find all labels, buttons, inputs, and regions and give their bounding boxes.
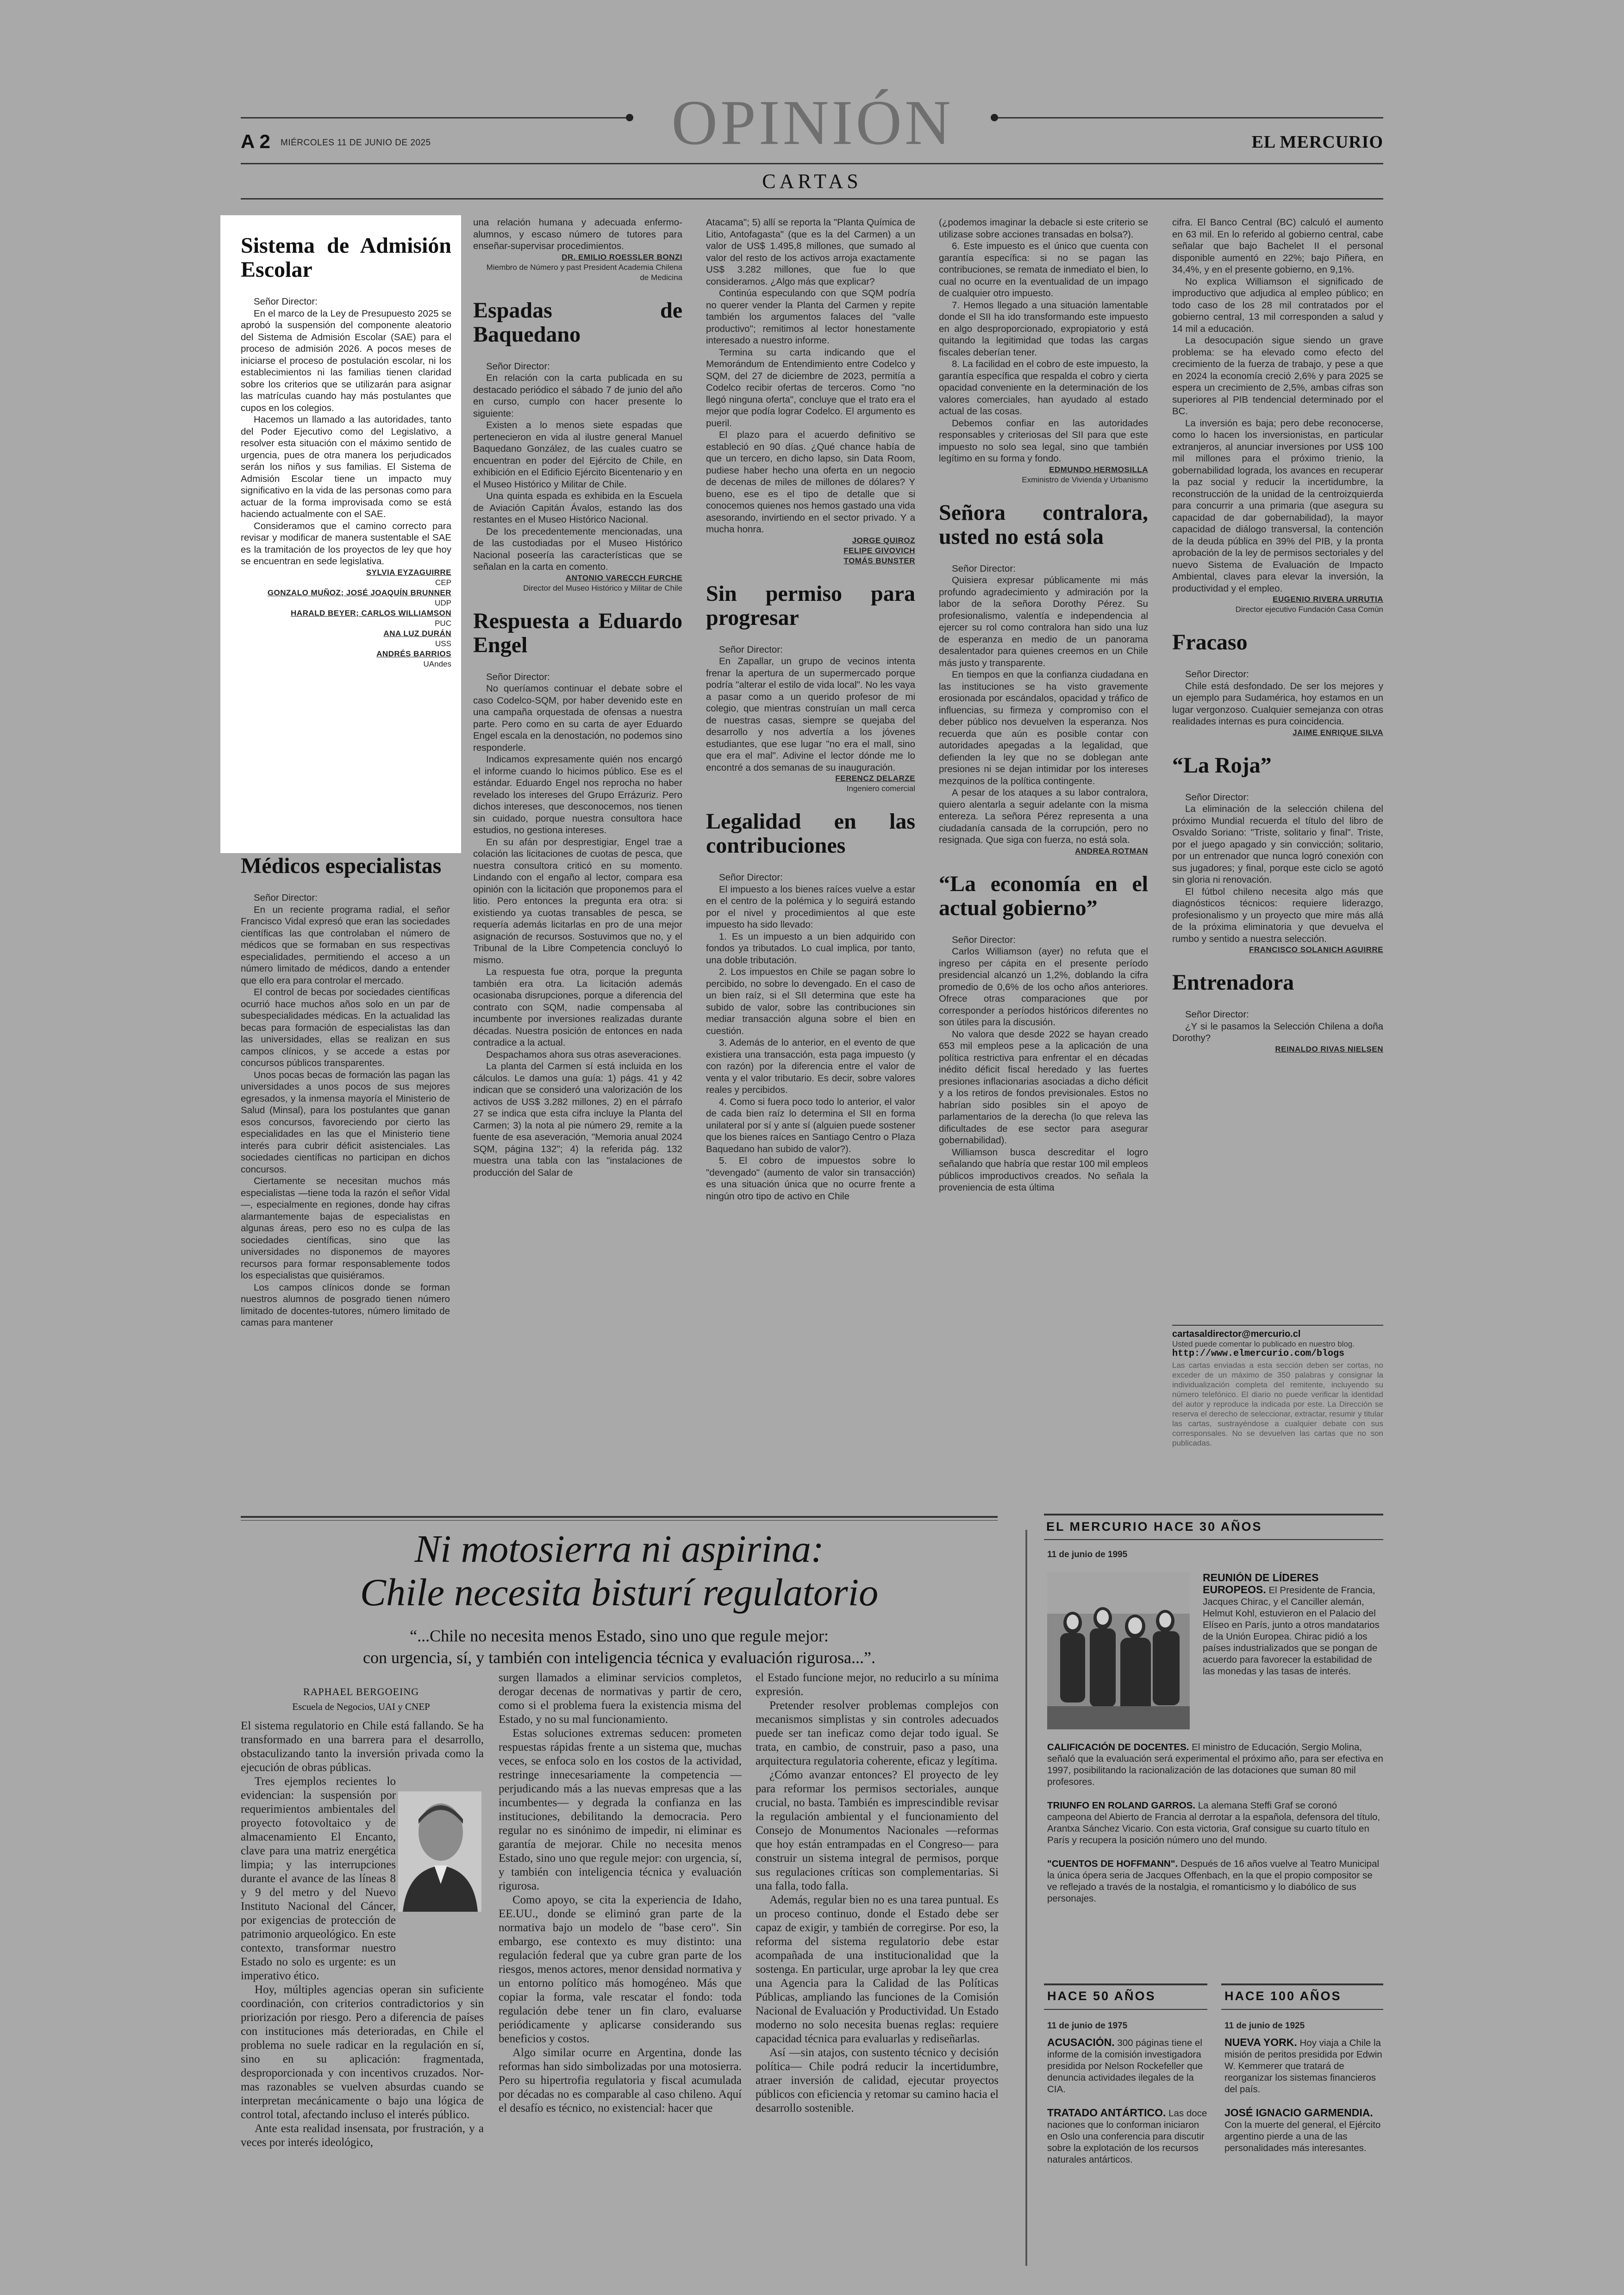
history-item-text: Con la muerte del general, el Ejército argentino pierde a una de las personalidades más interesantes. [1224, 2120, 1381, 2153]
history-30-items [1047, 1741, 1383, 1973]
letter-paragraph: En su afán por desprestigiar, Engel trae a colación las licitaciones de cuotas de pesca, que nuestra consultora criticó en su momento. Lindando con el engaño al lector, compara esa opinión con la licitación que proponemos para el litio. Pero entonces la pregunta era otra: si existiendo ya cuotas transables de pesca, se requería además licitarlas en pro de una mejor asignación de recursos. Sostuvimos que no, y el Tribunal de la Libre Competencia concluyó lo mismo. [473, 836, 682, 966]
column-2 [473, 217, 682, 1528]
history-50-date: 11 de junio de 1975 [1047, 2021, 1128, 2031]
contact-rule [1172, 1325, 1383, 1326]
column-text-3 [756, 1671, 999, 2264]
letter-paragraph: ¿Y si le pasamos la Selección Chilena a doña Dorothy? [1172, 1021, 1383, 1043]
letter-signature: ANDREA ROTMAN [1075, 846, 1148, 855]
letter-paragraph: A pesar de los ataques a su labor contralora, quiero alentarla a seguir adelante con la misma entereza. La señora Pérez representa a una ciudadanía cansada de la corrupción, pero no resignada. Que siga con fuerza, no está sola. [939, 787, 1148, 845]
history-item-title: ACUSACIÓN. [1047, 2037, 1115, 2048]
history-30-title: EL MERCURIO HACE 30 AÑOS [1046, 1520, 1262, 1534]
letter-paragraph: La inversión es baja; pero debe reconocerse, como lo hacen los inversionistas, en particular extranjeros, al anunciar inversiones por US$ 100 mil millones para el próximo trienio, la gobernabilidad lograda, los avances en recuperar la paz social y reducir la incertidumbre, la reconstrucción de la unidad de la centroizquierda para concurrir a una primaria (que asegura su capacidad de dar gobernabilidad), la mayor capacidad de diálogo transversal, la contención de la deuda pública en 39% del PIB, y la pronta aprobación de la ley de permisos sectoriales y del nuevo Sistema de Evaluación de Impacto Ambiental, claves para elevar la inversión, la productividad y el empleo. [1172, 418, 1383, 594]
history-lead-title: REUNIÓN DE LÍDERES EUROPEOS. [1203, 1572, 1319, 1596]
oped-top-rule [241, 1516, 998, 1518]
letter-paragraph: 5. El cobro de impuestos sobre lo "devengado" (aumento de valor sin transacción) es una situación única que no ocurre frente a ningún otro tipo de activo en Chile [706, 1155, 915, 1202]
letter-salute: Señor Director: [486, 671, 550, 682]
letter-paragraph: El control de becas por sociedades científicas ocurrió hace muchos años solo en un par de subespecialidades médicas. En la actualidad las becas para formación de especialistas las dan las universidades, ellas se realizan en sus campos clínicos, y se accede a estas por concursos públicos transparentes. [241, 987, 450, 1068]
letter-paragraph: En Zapallar, un grupo de vecinos intenta frenar la apertura de un supermercado porque podría "alterar el estilo de vida local". No les vaya a pasar como a un querido profesor de mi colegio, que mientras construían un mall cerca de nuestras casas, siempre se quejaba del desarrollo y nos advertía a los jóvenes estudiantes, que ese lugar "no era el mall, sino que era el mal". Adivine el lector dónde me lo encontré a dos semanas de su inauguración. [706, 656, 915, 773]
letter-paragraph: cifra. El Banco Central (BC) calculó el aumento en 63 mil. En lo referido al gobierno central, cabe señalar que bajo Bachelet II el personal disponible aumentó en 22%; bajo Piñera, en 34,4%, y en el presente gobierno, en 9,1%. [1172, 217, 1383, 275]
history-100-date: 11 de junio de 1925 [1224, 2021, 1305, 2031]
history-item-title: JOSÉ IGNACIO GARMENDIA. [1224, 2107, 1373, 2119]
column-deck-line1: “...Chile no necesita menos Estado, sino uno que regule mejor: [410, 1627, 829, 1645]
letter-affiliation: Miembro de Número y past President Academia Chilena de Medicina [486, 262, 682, 282]
letter-paragraph: Existen a lo menos siete espadas que pertenecieron en vida al ilustre general Manuel Baquedano González, de las cuales cuatro se encuentran en poder del Ejército de Chile, en exhibición en el Edificio Ejército Bicentenario y en el Museo Histórico y Militar de Chile. [473, 420, 682, 490]
history-100-items [1224, 2037, 1383, 2268]
letter-paragraph: Atacama"; 5) allí se reporta la "Planta Química de Litio, Antofagasta" (que es la del Carmen) a un valor de US$ 1.495,8 millones, que sumado al valor del resto de los activos arroja exactamente US$ 3.282 millones, que fue lo que consideramos. ¿Algo más que explicar? [706, 217, 915, 287]
letter-paragraph: Ciertamente se necesitan muchos más especialistas —tiene toda la razón el señor Vidal—, especialmente en regiones, donde hay cifras alarmantemente bajas de especialistas en algunas áreas, pero eso no es culpa de las sociedades científicas, sino que las universidades no disponemos de mayores recursos para formar responsablemente todos los especialistas que quisiéramos. [241, 1176, 450, 1281]
letter-salute: Señor Director: [254, 296, 318, 307]
cartas-top-rule [241, 163, 1383, 164]
column-deck-line2: con urgencia, sí, y también con inteligencia técnica y evaluación rigurosa...”. [363, 1648, 875, 1667]
history-item-title: NUEVA YORK. [1224, 2037, 1297, 2048]
column-5 [1172, 217, 1383, 1281]
history-50-items [1047, 2037, 1207, 2268]
history-100-rule [1221, 2009, 1383, 2010]
letter-paragraph: Carlos Williamson (ayer) no refuta que el ingreso per cápita en el presente período presidencial alcanzó un 1,2%, doblando la cifra promedio de 0,6% de los ocho años anteriores. Ofrece otras comparaciones que por corresponder a períodos históricos diferentes no son útiles para la discusión. [939, 946, 1148, 1028]
letter-signature: ANTONIO VARECCH FURCHE [565, 573, 682, 582]
letter-title: Sistema de Admisión Escolar [241, 234, 451, 282]
column-paragraph: Tres ejemplos recientes lo evidencian: la suspensión por requerimientos ambientales del proyecto fotovoltaico y de almacenamiento El Encanto, clave para una matriz energética limpia; y las interrupciones durante el avance de las líneas 8 y 9 del metro y del Nuevo Instituto Nacional del Cáncer, por exigencias de protección de patrimonio arqueológico. En este contexto, transformar nuestro Estado no solo es urgente: es un imperativo ético. [241, 1775, 396, 1982]
letter-paragraph: Termina su carta indicando que el Memorándum de Entendimiento entre Codelco y SQM, del 27 de diciembre de 2023, permitía a Codelco recibir ofertas de terceros. Como "no llegó ninguna oferta", concluye que el trato era el mejor que podía lograr Codelco. El argumento es pueril. [706, 347, 915, 429]
letter-title: Respuesta a Eduardo Engel [473, 608, 682, 657]
letter-paragraph: Quisiera expresar públicamente mi más profundo agradecimiento y admiración por la labor de la señora Dorothy Pérez. Su profesionalismo, valentía e independencia al ejercer su rol como contralora han sido una luz de esperanza en medio de un panorama desalentador para quienes creemos en un Chile más justo y transparente. [939, 575, 1148, 668]
letter-paragraph: Los campos clínicos donde se forman nuestros alumnos de posgrado tienen número limitado de docentes-tutores, número limitado de camas para mantener [241, 1282, 450, 1328]
letter-paragraph: Hacemos un llamado a las autoridades, tanto del Poder Ejecutivo como del Legislativo, a resolver esta situación con el máximo sentido de urgencia, pues de otra manera los perjudicados serán los niños y sus familias. El Sistema de Admisión Escolar tiene un impacto muy significativo en la vida de las personas como para actuar de la forma improvisada como se está haciendo actualmente con el SAE. [241, 414, 451, 519]
letter-paragraph: En el marco de la Ley de Presupuesto 2025 se aprobó la suspensión del componente aleatorio del Sistema de Admisión Escolar (SAE) para el proceso de admisión 2026. A pocos meses de iniciarse el proceso de postulación escolar, ni los establecimientos ni las familias tienen claridad sobre los criterios que se utilizarán para asignar las matrículas cuando hay más postulantes que cupos en los colegios. [241, 308, 451, 413]
letter-title: Fracaso [1172, 630, 1248, 655]
letter-paragraph: En un reciente programa radial, el señor Francisco Vidal expresó que eran las sociedades científicas las que controlaban el número de médicos que se formaban en sus respectivas especialidades, permitiendo el acceso a un número limitado de médicos, dando a entender que ello era para controlar el mercado. [241, 904, 450, 986]
history-item-title: TRIUNFO EN ROLAND GARROS. [1047, 1800, 1196, 1811]
letter-paragraph: En relación con la carta publicada en su destacado periódico el sábado 7 de junio del año en curso, cumplo con hacer presente lo siguiente: [473, 373, 682, 419]
letter-affiliation: Director ejecutivo Fundación Casa Común [1235, 605, 1383, 614]
letter-salute: Señor Director: [719, 872, 783, 883]
masthead-rule-left [241, 117, 630, 118]
column-author: RAPHAEL BERGOEING [303, 1686, 419, 1697]
letter-paragraph: No valora que desde 2022 se hayan creado 653 mil empleos pese a la aplicación de una política restrictiva para enfrentar el en décadas inédito déficit fiscal heredado y las fuertes presiones inflacionarias asociadas a dicho déficit y a los retiros de fondos previsionales. Estos no habrían sido posibles sin el apoyo de parlamentarios de la derecha (lo que releva las dificultades de ese sector para asegurar gobernabilidad). [939, 1029, 1148, 1146]
history-photo [1047, 1572, 1190, 1729]
letter-title: Sin permiso para progresar [706, 581, 915, 630]
rule-dot-right [991, 114, 998, 121]
column-paragraph: Estas soluciones extremas seducen: prometen respuestas rápidas frente a un sistema que, muchas veces, se enfoca solo en los costos de la actividad, restringe innecesariamente la competencia —perjudicando más a las nuevas empresas que a las incumbentes— y degrada la confianza en las instituciones, debilitando la democracia. Pero regular no es sinónimo de impedir, ni eliminar es garantía de mejorar. Chile no necesita menos Estado, sino uno que regule mejor: con urgencia, sí, y también con inteligencia técnica y evaluación rigurosa. [499, 1727, 742, 1892]
letter-paragraph: No queríamos continuar el debate sobre el caso Codelco-SQM, por haber devenido este en una campaña orquestada de ofensas a nuestra parte. Pero como en su carta de ayer Eduardo Engel escala en la denostación, no podemos sino responderle. [473, 683, 682, 753]
letter-affiliation: Ingeniero comercial [846, 784, 915, 793]
letter-paragraph: Continúa especulando con que SQM podría no querer vender la Planta del Carmen y repite también los argumentos falaces del "valle productivo"; remitimos al lector honestamente interesado a nuestro informe. [706, 288, 915, 346]
contact-blog-link[interactable]: http://www.elmercurio.com/blogs [1172, 1348, 1345, 1359]
page-number: A 2 [241, 131, 270, 152]
history-item-text: Después de 16 años vuelve al Teatro Municipal la única ópera seria de Jacques Offenbach, en la que el propio compositor se ve reflejado a través de la nostalgia, el romanticismo y lo diabólico de sus personajes. [1047, 1858, 1380, 1904]
letter-paragraph: una relación humana y adecuada enfermo-alumnos, y escaso número de tutores para enseñar-supervisar procedimientos. [473, 217, 682, 251]
column-paragraph: Pretender resolver problemas complejos con mecanismos simplistas y sin controles adecuados puede ser tan ineficaz como dejar todo igual. Se trata, en cambio, de construir, paso a paso, una arquitectura regulatoria coherente, eficaz y legítima. [756, 1699, 999, 1767]
history-divider [1025, 1530, 1027, 2266]
history-lead-text: El Presidente de Francia, Jacques Chirac, y el Canciller alemán, Helmut Kohl, estuvieron en el Palacio del Elíseo en París, junto a otros mandatarios de la Unión Europea. Chirac pidió a los países industrializados que se pongan de acuerdo para favorecer la estabilidad de las monedas y las tasas de interés. [1203, 1585, 1380, 1677]
history-item-text: La alemana Steffi Graf se coronó campeona del Abierto de Francia al derrotar a la española, defensora del título, Arantxa Sánchez Vicario. Con esta victoria, Graf consigue su cuarto título en París y recupera la posición número uno del mundo. [1047, 1800, 1380, 1846]
history-item-text: Las doce naciones que lo conforman iniciaron en Oslo una conferencia para discutir sobre la explotación de los recursos naturales antárticos. [1047, 2108, 1207, 2165]
letter-affiliation: Director del Museo Histórico y Militar de Chile [523, 583, 682, 592]
letter-paragraph: De los precedentemente mencionadas, una de las custodiadas por el Museo Histórico Nacional poseería las características que se señalan en la carta en comento. [473, 526, 682, 572]
letter-paragraph: Williamson busca descreditar el logro señalando que habría que restar 100 mil empleos públicos improductivos creados. No señala la proveniencia de esta última [939, 1147, 1148, 1193]
letter-sistema-admision [241, 234, 451, 845]
letter-paragraph: 3. Además de lo anterior, en el evento de que existiera una transacción, esta paga impuesto (y con razón) por la diferencia entre el valor de venta y el valor tributario. Es decir, sobre valores reales y percibidos. [706, 1037, 915, 1095]
column-text-1 [241, 1719, 484, 2263]
history-30-rule [1044, 1539, 1383, 1540]
letter-paragraph: 7. Hemos llegado a una situación lamentable donde el SII ha ido transformando este impuesto en algo desproporcionado, expropiatorio y está quitando la legitimidad que todas las cargas fiscales deberían tener. [939, 299, 1148, 358]
newspaper-name: EL MERCURIO [1251, 132, 1383, 152]
letter-paragraph: El plazo para el acuerdo definitivo se estableció en 90 días. ¿Qué chance había de que un tercero, en dicho lapso, sin Data Room, pudiese haber hecho una oferta en un negocio de decenas de miles de millones de dólares? Y bueno, ese es el tipo de detalle que si conocemos quienes nos hemos gastado una vida asesorando, invirtiendo en el sector privado. Y a mucha honra. [706, 430, 915, 535]
letter-paragraph: El impuesto a los bienes raíces vuelve a estar en el centro de la polémica y lo seguirá estando por el nivel y procedimientos al que este impuesto ha sido llevado: [706, 884, 915, 930]
letter-title: Entrenadora [1172, 970, 1294, 995]
letter-signature: ANA LUZ DURÁN [383, 629, 451, 638]
rule-dot-left [626, 114, 633, 121]
column-author-affiliation: Escuela de Negocios, UAI y CNEP [292, 1701, 430, 1712]
letter-paragraph: La planta del Carmen sí está incluida en los cálculos. Le damos una guía: 1) págs. 41 y 42 indican que se consideró una valorización de los activos de US$ 3.282 millones, 2) en el párrafo 27 se indica que esta cifra incluye la Planta del Carmen; 3) la nota al pie número 29, remite a la fuente de esa aseveración, "Memoria anual 2024 SQM, página 132"; 4) la referida pág. 132 muestra una tabla con las "instalaciones de producción del Salar de [473, 1061, 682, 1178]
letter-affiliation: Exministro de Vivienda y Urbanismo [1022, 475, 1148, 484]
letter-salute: Señor Director: [1185, 792, 1249, 803]
letter-salute: Señor Director: [1185, 669, 1249, 680]
oped-top-rule-thin [241, 1520, 998, 1521]
letter-affiliation: UAndes [423, 659, 451, 668]
letter-title: Médicos especialistas [241, 854, 442, 878]
letter-paragraph: 6. Este impuesto es el único que cuenta con garantía específica: si no se pagan las contribuciones, se remata de inmediato el bien, lo cual no ocurre en la eventualidad de un impago de cualquier otro impuesto. [939, 241, 1148, 299]
history-item-text: El ministro de Educación, Sergio Molina, señaló que la evaluación será experimental el próximo año, para ser efectiva en 1997, posibilitando la racionalización de las dotaciones que suman 80 mil profesores. [1047, 1742, 1383, 1787]
letter-paragraph: La respuesta fue otra, porque la pregunta también era otra. La licitación además ocasionaba disrupciones, porque a diferencia del contrato con SQM, nadie compensaba al incumbente por inversiones realizadas durante décadas. Nuestra posición de entonces en nada contradice a la actual. [473, 967, 682, 1048]
letter-signature: JORGE QUIROZ [852, 536, 915, 545]
column-3 [706, 217, 915, 1528]
letter-paragraph: En tiempos en que la confianza ciudadana en las instituciones se ha visto gravemente erosionada por escándalos, opacidad y tráfico de influencias, su firmeza y compromiso con el deber público nos devuelven la esperanza. Nos recuerda que aún es posible contar con autoridades apegadas a la legalidad, que defienden la ley que no se doblegan ante presiones ni se dejan intimidar por los intereses mezquinos de la política contingente. [939, 669, 1148, 786]
letter-signature: EDMUNDO HERMOSILLA [1049, 465, 1148, 474]
history-item-title: "CUENTOS DE HOFFMANN". [1047, 1858, 1178, 1869]
masthead-rule-right [994, 117, 1383, 118]
cartas-bottom-rule [241, 198, 1383, 200]
letter-paragraph: Debemos confiar en las autoridades responsables y criteriosas del SII para que este impuesto no solo sea legal, sino que también legítimo en su forma y fondo. [939, 418, 1148, 464]
letter-paragraph: Unos pocas becas de formación las pagan las universidades a unos pocos de sus mejores egresados, y la inmensa mayoría el Ministerio de Salud (Minsal), para los postulantes que ganan esos concursos, favoreciendo por cierto las especialidades en las que el Ministerio tiene interés para cubrir déficit asistenciales. Las sociedades científicas no participan en dichos concursos. [241, 1069, 450, 1175]
column-text-2 [499, 1671, 742, 2264]
letter-signature: EUGENIO RIVERA URRUTIA [1273, 595, 1383, 604]
history-30-date: 11 de junio de 1995 [1047, 1550, 1128, 1559]
letter-title: Espadas de Baquedano [473, 298, 682, 347]
column-paragraph: El sistema regulatorio en Chile está fallando. Se ha transformado en una barrera para el desarrollo, obstaculizando tanto la inversión privada como la ejecución de obras públicas. [241, 1720, 484, 1774]
letter-paragraph: No explica Williamson el significado de improductivo que adjudica al empleo público; en todo caso de los 28 mil contratados por el gobierno central, 13 mil corresponden a salud y 14 mil a educación. [1172, 276, 1383, 334]
column-paragraph: el Estado funcione mejor, no reducirlo a su mínima expresión. [756, 1671, 999, 1698]
contact-box [1172, 1329, 1383, 1524]
history-50-top-rule [1044, 1983, 1207, 1985]
history-item-text: Hoy viaja a Chile la misión de peritos presidida por Edwin W. Kemmerer que tratará de reorganizar los sistemas financieros del país. [1224, 2038, 1382, 2095]
letter-affiliation: UDP [435, 598, 451, 607]
letter-paragraph: Consideramos que el camino correcto para revisar y modificar de manera sustentable el SAE es la tramitación de los proyectos de ley que hoy se encuentran en sede legislativa. [241, 520, 451, 567]
column-paragraph: Además, regular bien no es una tarea puntual. Es un proceso continuo, donde el Estado debe ser capaz de exigir, y también de corregirse. Por eso, la reforma del sistema regulatorio debe estar acompañada de una institucionalidad que la sostenga. En particular, urge aprobar la ley que crea una Agencia para la Calidad de las Políticas Públicas, ampliando las funciones de la Comisión Nacional de Evaluación y Productividad. Un Estado moderno no solo necesita buenas reglas: requiere capacidad técnica para evaluarlas y rediseñarlas. [756, 1894, 999, 2045]
letter-signature: FELIPE GIVOVICH [843, 546, 915, 555]
column-paragraph: Así —sin atajos, con sustento técnico y decisión política— Chile podrá reducir la incertidumbre, atraer inversión de calidad, ejecutar proyectos públicos con eficiencia y retomar su camino hacia el desarrollo sostenible. [756, 2046, 999, 2114]
letter-title: Legalidad en las contribuciones [706, 809, 915, 858]
contact-policy: Las cartas enviadas a esta sección deben ser cortas, no exceder de un máximo de 350 palabras y consignar la individualización completa del remitente, incluyendo su número telefónico. El diario no puede verificar la identidad del autor y reproduce la indicada por este. La Dirección se reserva el derecho de seleccionar, extractar, resumir y titular las cartas, sustrayéndose a cualquier debate con sus corresponsales. No se devuelven las cartas que no son publicadas. [1172, 1361, 1383, 1447]
section-title: OPINIÓN [671, 87, 954, 158]
letter-signature: GONZALO MUÑOZ; JOSÉ JOAQUÍN BRUNNER [267, 588, 451, 597]
letter-salute: Señor Director: [952, 563, 1016, 574]
letter-paragraph: 2. Los impuestos en Chile se pagan sobre lo percibido, no sobre lo devengado. En el caso de un bien raíz, si el SII determina que este ha subido de valor, sobre las contribuciones sin mediar transacción alguna sobre el bien en cuestión. [706, 967, 915, 1036]
letter-signature: TOMÁS BUNSTER [843, 556, 915, 565]
page-date: MIÉRCOLES 11 DE JUNIO DE 2025 [281, 138, 431, 148]
letter-salute: Señor Director: [254, 892, 318, 903]
history-item-text: 300 páginas tiene el informe de la comisión investigadora presidida por Nelson Rockefeller que denuncia actividades ilegales de la CIA. [1047, 2038, 1203, 2095]
history-50-title: HACE 50 AÑOS [1047, 1989, 1156, 2003]
history-item-title: TRATADO ANTÁRTICO. [1047, 2107, 1166, 2119]
letter-affiliation: USS [435, 639, 451, 648]
letter-paragraph: 8. La facilidad en el cobro de este impuesto, la garantía específica que respalda el cobro y cierta opacidad conveniente en la determinación de los valores comerciales, han ayudado al estado actual de las cosas. [939, 359, 1148, 417]
contact-email[interactable]: cartasaldirector@mercurio.cl [1172, 1329, 1301, 1339]
column-paragraph: Ante esta realidad insensata, por frustración, y a veces por interés ideológico, [241, 2122, 484, 2149]
letter-salute: Señor Director: [486, 361, 550, 372]
letter-signature: HARALD BEYER; CARLOS WILLIAMSON [291, 608, 451, 617]
letter-signature: FERENCZ DELARZE [835, 774, 915, 783]
letter-salute: Señor Director: [719, 644, 783, 655]
letter-paragraph: 4. Como si fuera poco todo lo anterior, el valor de cada bien raíz lo determina el SII en forma unilateral por sí y ante sí (alguien puede sostener que los bienes raíces en Santiago Centro o Plaza Baquedano han subido de valor?). [706, 1096, 915, 1154]
column-4 [939, 217, 1148, 1528]
letter-signature: JAIME ENRIQUE SILVA [1293, 728, 1383, 737]
letter-paragraph: Indicamos expresamente quién nos encargó el informe cuando lo hicimos público. Ese es el estándar. Eduardo Engel nos reprocha no haber revelado los intereses del Grupo Errázuriz. Pero dichos intereses, que desconocemos, nos tienen sin cuidado, porque nuestra consultora hace estudios, no gestiona intereses. [473, 754, 682, 836]
letter-paragraph: Despachamos ahora sus otras aseveraciones. [486, 1049, 681, 1060]
contact-blog-note: Usted puede comentar lo publicado en nuestro blog. [1172, 1340, 1355, 1348]
letter-paragraph: La eliminación de la selección chilena del próximo Mundial recuerda el título del libro de Osvaldo Soriano: "Triste, solitario y final". Triste, por el juego apagado y sin convicción; solitario, por un entrenador que nunca logró conexión con sus jugadores; y final, porque este ciclo se agotó sin gloria ni renovación. [1172, 804, 1383, 885]
column-paragraph: ¿Cómo avanzar entonces? El proyecto de ley para reformar los permisos sectoriales, aunque crucial, no basta. También es imprescindible revisar la regulación ambiental y el funcionamiento del Consejo de Monumentos Nacionales —reformas que hoy están entrampadas en el Congreso— para construir un sistema integral de permisos, porque sus regulaciones críticas son complementarias. Si una falla, todo falla. [756, 1769, 999, 1892]
column-paragraph: surgen llamados a eliminar servicios completos, derogar decenas de normativas y partir de cero, como si el problema fuera la existencia misma del Estado, y no su mal funcionamiento. [499, 1671, 742, 1726]
letter-paragraph: Una quinta espada es exhibida en la Escuela de Aviación Capitán Ávalos, estando las dos restantes en el Museo Histórico Nacional. [473, 491, 682, 525]
letter-title: “La Roja” [1172, 753, 1272, 778]
letter-signature: REINALDO RIVAS NIELSEN [1275, 1044, 1383, 1054]
letter-salute: Señor Director: [952, 934, 1016, 945]
letter-medicos [241, 854, 450, 1528]
letter-paragraph: Chile está desfondado. De ser los mejores y un ejemplo para Sudamérica, hoy estamos en un lugar vergonzoso. Cualquier semejanza con otras realidades internas es pura coincidencia. [1172, 680, 1383, 727]
letter-affiliation: PUC [435, 618, 451, 628]
column-paragraph: Como apoyo, se cita la experiencia de Idaho, EE.UU., donde se eliminó gran parte de la normativa bajo un modelo de "base cero". Sin embargo, ese contexto es muy distinto: una regulación federal que ya cubre gran parte de los riesgos, menos actores, menor densidad normativa y un entorno político más homogéneo. Más que copiar la forma, vale rescatar el fondo: toda regulación debe tener un fin claro, evaluarse periódicamente y aplicarse considerando sus beneficios y costos. [499, 1894, 742, 2045]
letter-signature: ANDRÉS BARRIOS [376, 649, 451, 658]
letter-title: “La economía en el actual gobierno” [939, 871, 1148, 920]
letter-paragraph: 1. Es un impuesto a un bien adquirido con fondos ya tributados. Lo cual implica, por tanto, una doble tributación. [706, 931, 915, 966]
history-100-title: HACE 100 AÑOS [1224, 1989, 1342, 2003]
letter-signature: FRANCISCO SOLANICH AGUIRRE [1249, 945, 1383, 954]
column-title-line2: Chile necesita bisturí regulatorio [360, 1571, 879, 1614]
column-paragraph: Algo similar ocurre en Argentina, donde las reformas han sido simbolizadas por una motosierra. Pero su hipertrofia regulatoria y fiscal acumulada por décadas no es comparable al caso chileno. Aquí el desafío es técnico, no existencial: hacer que [499, 2046, 742, 2114]
letter-paragraph: El fútbol chileno necesita algo más que diagnósticos técnicos: requiere liderazgo, profesionalismo y un proyecto que mire más allá de la próxima eliminatoria y que devuelva el rumbo y sentido a nuestra selección. [1172, 886, 1383, 944]
letter-salute: Señor Director: [1185, 1009, 1249, 1020]
history-100-top-rule [1221, 1983, 1383, 1985]
letter-affiliation: CEP [435, 578, 451, 587]
history-top-rule [1044, 1514, 1383, 1515]
letter-signature: SYLVIA EYZAGUIRRE [366, 568, 451, 577]
leaders-photo-icon [1047, 1572, 1190, 1729]
letter-title: Señora contralora, usted no está sola [939, 500, 1148, 549]
history-50-rule [1044, 2009, 1207, 2010]
column-title-line1: Ni motosierra ni aspirina: [414, 1528, 824, 1571]
letter-signature: DR. EMILIO ROESSLER BONZI [562, 252, 682, 262]
history-item-title: CALIFICACIÓN DE DOCENTES. [1047, 1742, 1189, 1752]
letter-paragraph: (¿podemos imaginar la debacle si este criterio se utilizase sobre acciones transadas en bolsa?). [939, 217, 1148, 240]
subsection-title: CARTAS [762, 170, 862, 193]
history-30-lead [1203, 1572, 1383, 1734]
column-paragraph: Hoy, múltiples agencias operan sin suficiente coordinación, con criterios contradictorios y sin priorización por riesgo. Pero a diferencia de países con instituciones más deterioradas, en Chile el problema no suele radicar en la regulación en sí, sino en su aplicación: fragmentada, desproporcionada y con incentivos cruzados. Nor-mas razonables se vuelven absurdas cuando se interpretan mecánicamente o bajo una lógica de control total, afectando incluso el interés público. [241, 1983, 484, 2121]
letter-paragraph: La desocupación sigue siendo un grave problema: se ha elevado como efecto del crecimiento de la fuerza de trabajo, y pese a que en 2024 la economía creció 2,6% y para 2025 se espera un crecimiento de 2,5%, ambas cifras son superiores al PIB tendencial determinado por el BC. [1172, 335, 1383, 417]
